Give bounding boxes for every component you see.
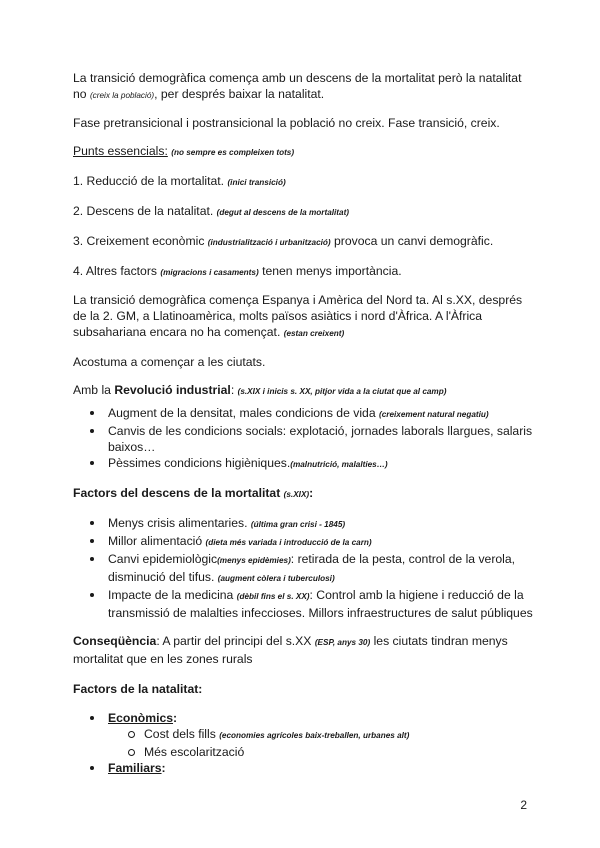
- key-point-text: 2. Descens de la natalitat.: [73, 204, 217, 218]
- list-item-text: Impacte de la medicina: [108, 588, 237, 602]
- list-item-tail: : Control amb la higiene i reducció de la transmissió de malalties infeccioses. Millors infraestructures de salut públiques: [108, 588, 533, 620]
- list-item-text: Cost dels fills: [144, 727, 220, 741]
- natality-list-family: [73, 760, 533, 776]
- key-point: [73, 233, 533, 251]
- list-item-note: (augment còlera i tuberculosi): [217, 574, 335, 583]
- list-item: [73, 710, 533, 726]
- mortality-colon: :: [309, 486, 314, 500]
- economic-label: Econòmics: [108, 711, 174, 725]
- key-points-note: (no sempre es compleixen tots): [171, 148, 295, 157]
- intro-paragraph: [73, 70, 533, 104]
- family-colon: :: [161, 761, 166, 775]
- mortality-heading: [73, 485, 533, 503]
- list-item: [73, 587, 533, 621]
- key-point-note: (inici transició): [227, 178, 286, 187]
- consequence-text: : A partir del principi del s.XX: [156, 634, 315, 648]
- key-point-text: 1. Reducció de la mortalitat.: [73, 174, 228, 188]
- key-point-note: (industrialització i urbanització): [207, 238, 331, 247]
- list-item-text: Més escolarització: [144, 745, 245, 759]
- industrial-heading: [73, 382, 533, 400]
- list-item-note: (economies agrícoles baix-treballen, urbanes alt): [219, 731, 410, 740]
- economic-colon: :: [173, 711, 178, 725]
- mortality-note: (s.XIX): [283, 490, 310, 499]
- industrial-note: (s.XIX i inicis s. XX, pitjor vida a la ciutat que al camp): [237, 387, 447, 396]
- consequence-paragraph: [73, 633, 533, 667]
- list-item-text: Augment de la densitat, males condicions de vida: [108, 406, 379, 420]
- key-point-text: 3. Creixement econòmic: [73, 234, 208, 248]
- list-item: [73, 405, 533, 423]
- list-item-note: (creixement natural negatiu): [379, 410, 489, 419]
- list-item-text: Canvis de les condicions socials: explotació, jornades laborals llargues, salaris baixos…: [108, 424, 533, 454]
- key-point-tail: provoca un canvi demogràfic.: [330, 234, 494, 248]
- industrial-list: [73, 405, 533, 473]
- mortality-list: [73, 515, 533, 621]
- phases-paragraph: Fase pretransicional i postransicional la població no creix. Fase transició, creix.: [73, 116, 500, 130]
- key-point-note: (degut al descens de la mortalitat): [216, 208, 350, 217]
- intro-note: (creix la població): [89, 91, 155, 100]
- list-item-note: (dieta més variada i introducció de la carn): [205, 538, 372, 547]
- spread-paragraph: [73, 292, 533, 342]
- list-item-tail: : retirada de la pesta, control de la verola, disminució del tifus.: [108, 552, 516, 584]
- intro-text: La transició demogràfica comença amb un descens de la mortalitat però la natalitat no: [73, 71, 522, 101]
- list-item: [73, 760, 533, 776]
- list-item: [73, 533, 533, 551]
- key-point-tail: tenen menys importància.: [258, 264, 402, 278]
- intro-tail: , per després baixar la natalitat.: [154, 87, 325, 101]
- spread-text: La transició demogràfica comença Espanya i Amèrica del Nord ta. Al s.XX, després de la 2. GM, a Llatinoamèrica, molts països asiàtics i nord d'Àfrica. A l'Àfrica subsahariana encara no ha començat.: [73, 293, 523, 339]
- list-item-note: (dèbil fins el s. XX): [236, 592, 310, 601]
- key-point-text: 4. Altres factors: [73, 264, 161, 278]
- list-item-text: Canvi epidemiològic: [108, 552, 218, 566]
- list-item-text: Millor alimentació: [108, 534, 206, 548]
- list-item: [73, 726, 533, 744]
- industrial-colon: :: [230, 383, 238, 397]
- natality-list: [73, 710, 533, 726]
- list-item: [73, 551, 533, 587]
- family-label: Familiars: [108, 761, 162, 775]
- key-points-title: Punts essencials:: [73, 144, 168, 158]
- key-point: [73, 203, 533, 221]
- list-item-text: Pèssimes condicions higièniques.: [108, 456, 291, 470]
- document-page: [73, 70, 533, 776]
- spread-note: (estan creixent): [283, 329, 345, 338]
- key-point: [73, 173, 533, 191]
- key-point-note: (migracions i casaments): [160, 268, 259, 277]
- list-item-text: Menys crisis alimentaries.: [108, 516, 251, 530]
- list-item: [73, 515, 533, 533]
- natality-heading: Factors de la natalitat:: [73, 682, 203, 696]
- economic-sublist: [73, 726, 533, 760]
- list-item-note: (malnutrició, malalties…): [290, 460, 388, 469]
- mortality-title: Factors del descens de la mortalitat: [73, 486, 281, 500]
- cities-paragraph: Acostuma a començar a les ciutats.: [73, 355, 266, 369]
- list-item: [73, 744, 533, 760]
- list-item-note: (menys epidèmies): [217, 556, 291, 565]
- list-item: [73, 423, 533, 455]
- industrial-prefix: Amb la: [73, 383, 115, 397]
- list-item-note: (última gran crisi - 1845): [250, 520, 346, 529]
- key-points-heading: [73, 143, 533, 161]
- list-item: [73, 455, 533, 473]
- industrial-title: Revolució industrial: [114, 383, 231, 397]
- consequence-title: Conseqüència: [73, 634, 157, 648]
- key-point: [73, 263, 533, 281]
- consequence-tail: les ciutats tindran menys mortalitat que en les zones rurals: [73, 634, 508, 666]
- consequence-note: (ESP, anys 30): [314, 638, 371, 647]
- page-number: 2: [520, 798, 527, 812]
